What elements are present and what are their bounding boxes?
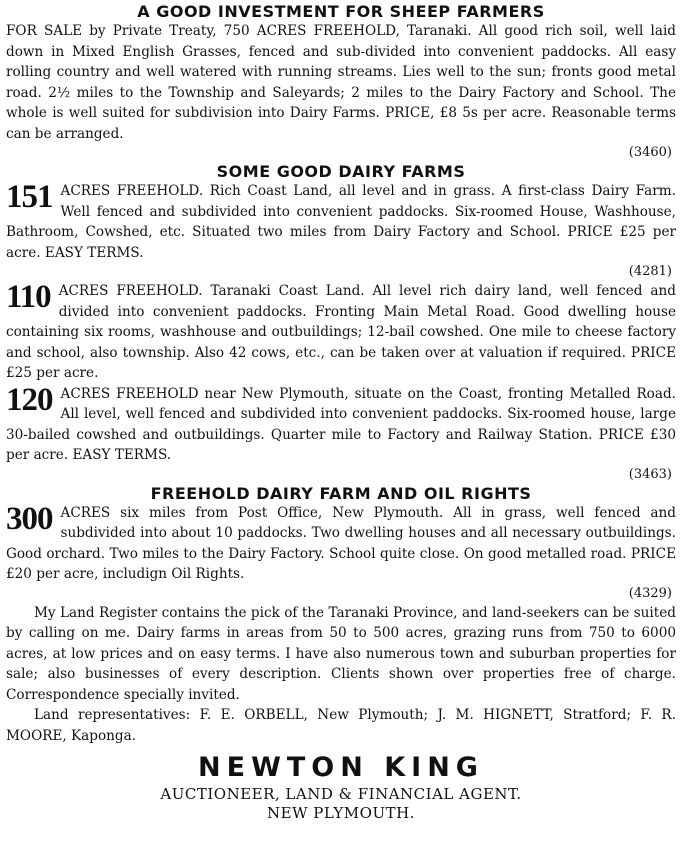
sheep-reference-number: (3460) (628, 145, 672, 160)
lot-120-acres (6, 381, 676, 484)
dairy-heading: SOME GOOD DAIRY FARMS (216, 162, 466, 181)
lot-110-acres (6, 281, 676, 384)
land-representatives: Land representatives: F. E. ORBELL, New Plymouth; J. M. HIGNETT, Stratford; F. R. MOORE, Kaponga. (6, 707, 676, 744)
advertiser-name: NEWTON KING (198, 752, 484, 783)
land-register-paragraph: My Land Register contains the pick of the Taranaki Province, and land-seekers can be suited by calling on me. Dairy farms in areas from 50 to 500 acres, grazing runs from 750 to 6000 acres, at low prices and on easy terms. I have also numerous town and suburban properties for sale; also businesses of every description. Clients shown over properties free of charge. Correspondence specially invited. (6, 604, 676, 703)
lot-description: ACRES FREEHOLD. Rich Coast Land, all level and in grass. A first-class Dairy Farm. Well fenced and subdivided into convenient paddocks. Six-roomed House, Washhouse, Bathroom, Cowshed, etc. Situated two miles from Dairy Factory and School. PRICE £25 per acre. EASY TERMS. (6, 183, 676, 261)
acreage-number: 110 (6, 279, 51, 315)
sheep-heading: A GOOD INVESTMENT FOR SHEEP FARMERS (137, 2, 545, 21)
oil-rights-heading: FREEHOLD DAIRY FARM AND OIL RIGHTS (150, 483, 532, 503)
advertiser-town: NEW PLYMOUTH. (267, 804, 415, 822)
lot-description: ACRES FREEHOLD near New Plymouth, situate on the Coast, fronting Metalled Road. All level, well fenced and subdivided into convenient paddocks. Six-roomed house, large 30-bailed cowshed and outbuildings. Quarter mile to Factory and Railway Station. PRICE £30 per acre. EASY TERMS. (6, 385, 676, 463)
lot-description: ACRES six miles from Post Office, New Plymouth. All in grass, well fenced and subdivided into about 10 paddocks. Two dwelling houses and all necessary outbuildings. Good orchard. Two miles to the Dairy Factory. School quite close. On good metalled road. PRICE £20 per acre, includign Oil Rights. (6, 504, 676, 582)
lot-reference-number: (4329) (628, 585, 672, 601)
newspaper-advertisement (6, 2, 676, 822)
lot-reference-number: (3463) (628, 466, 672, 482)
advertiser-title: AUCTIONEER, LAND & FINANCIAL AGENT. (160, 785, 522, 803)
lot-description: ACRES FREEHOLD. Taranaki Coast Land. All level rich dairy land, well fenced and divided into convenient paddocks. Fronting Main Metal Road. Good dwelling house containing six rooms, washhouse and outbuildings; 12-bail cowshed. One mile to cheese factory and school, also township. Also 42 cows, etc., can be taken over at valuation if required. PRICE £25 per acre. (6, 283, 676, 381)
lot-reference-number: (4281) (628, 264, 672, 279)
lot-151-acres (6, 181, 676, 281)
lot-300-acres (6, 500, 676, 603)
acreage-number: 300 (6, 500, 53, 537)
sheep-listing-text: FOR SALE by Private Treaty, 750 ACRES FREEHOLD, Taranaki. All good rich soil, well laid down in Mixed English Grasses, fenced and sub-divided into convenient paddocks. All easy rolling country and well watered with running streams. Lies well to the sun; fronts good metal road. 2½ miles to the Township and Saleyards; 2 miles to the Dairy Factory and School. The whole is well suited for subdivision into Dairy Farms. PRICE, £8 5s per acre. Reasonable terms can be arranged. (6, 23, 676, 142)
acreage-number: 120 (6, 381, 53, 418)
acreage-number: 151 (6, 179, 53, 215)
